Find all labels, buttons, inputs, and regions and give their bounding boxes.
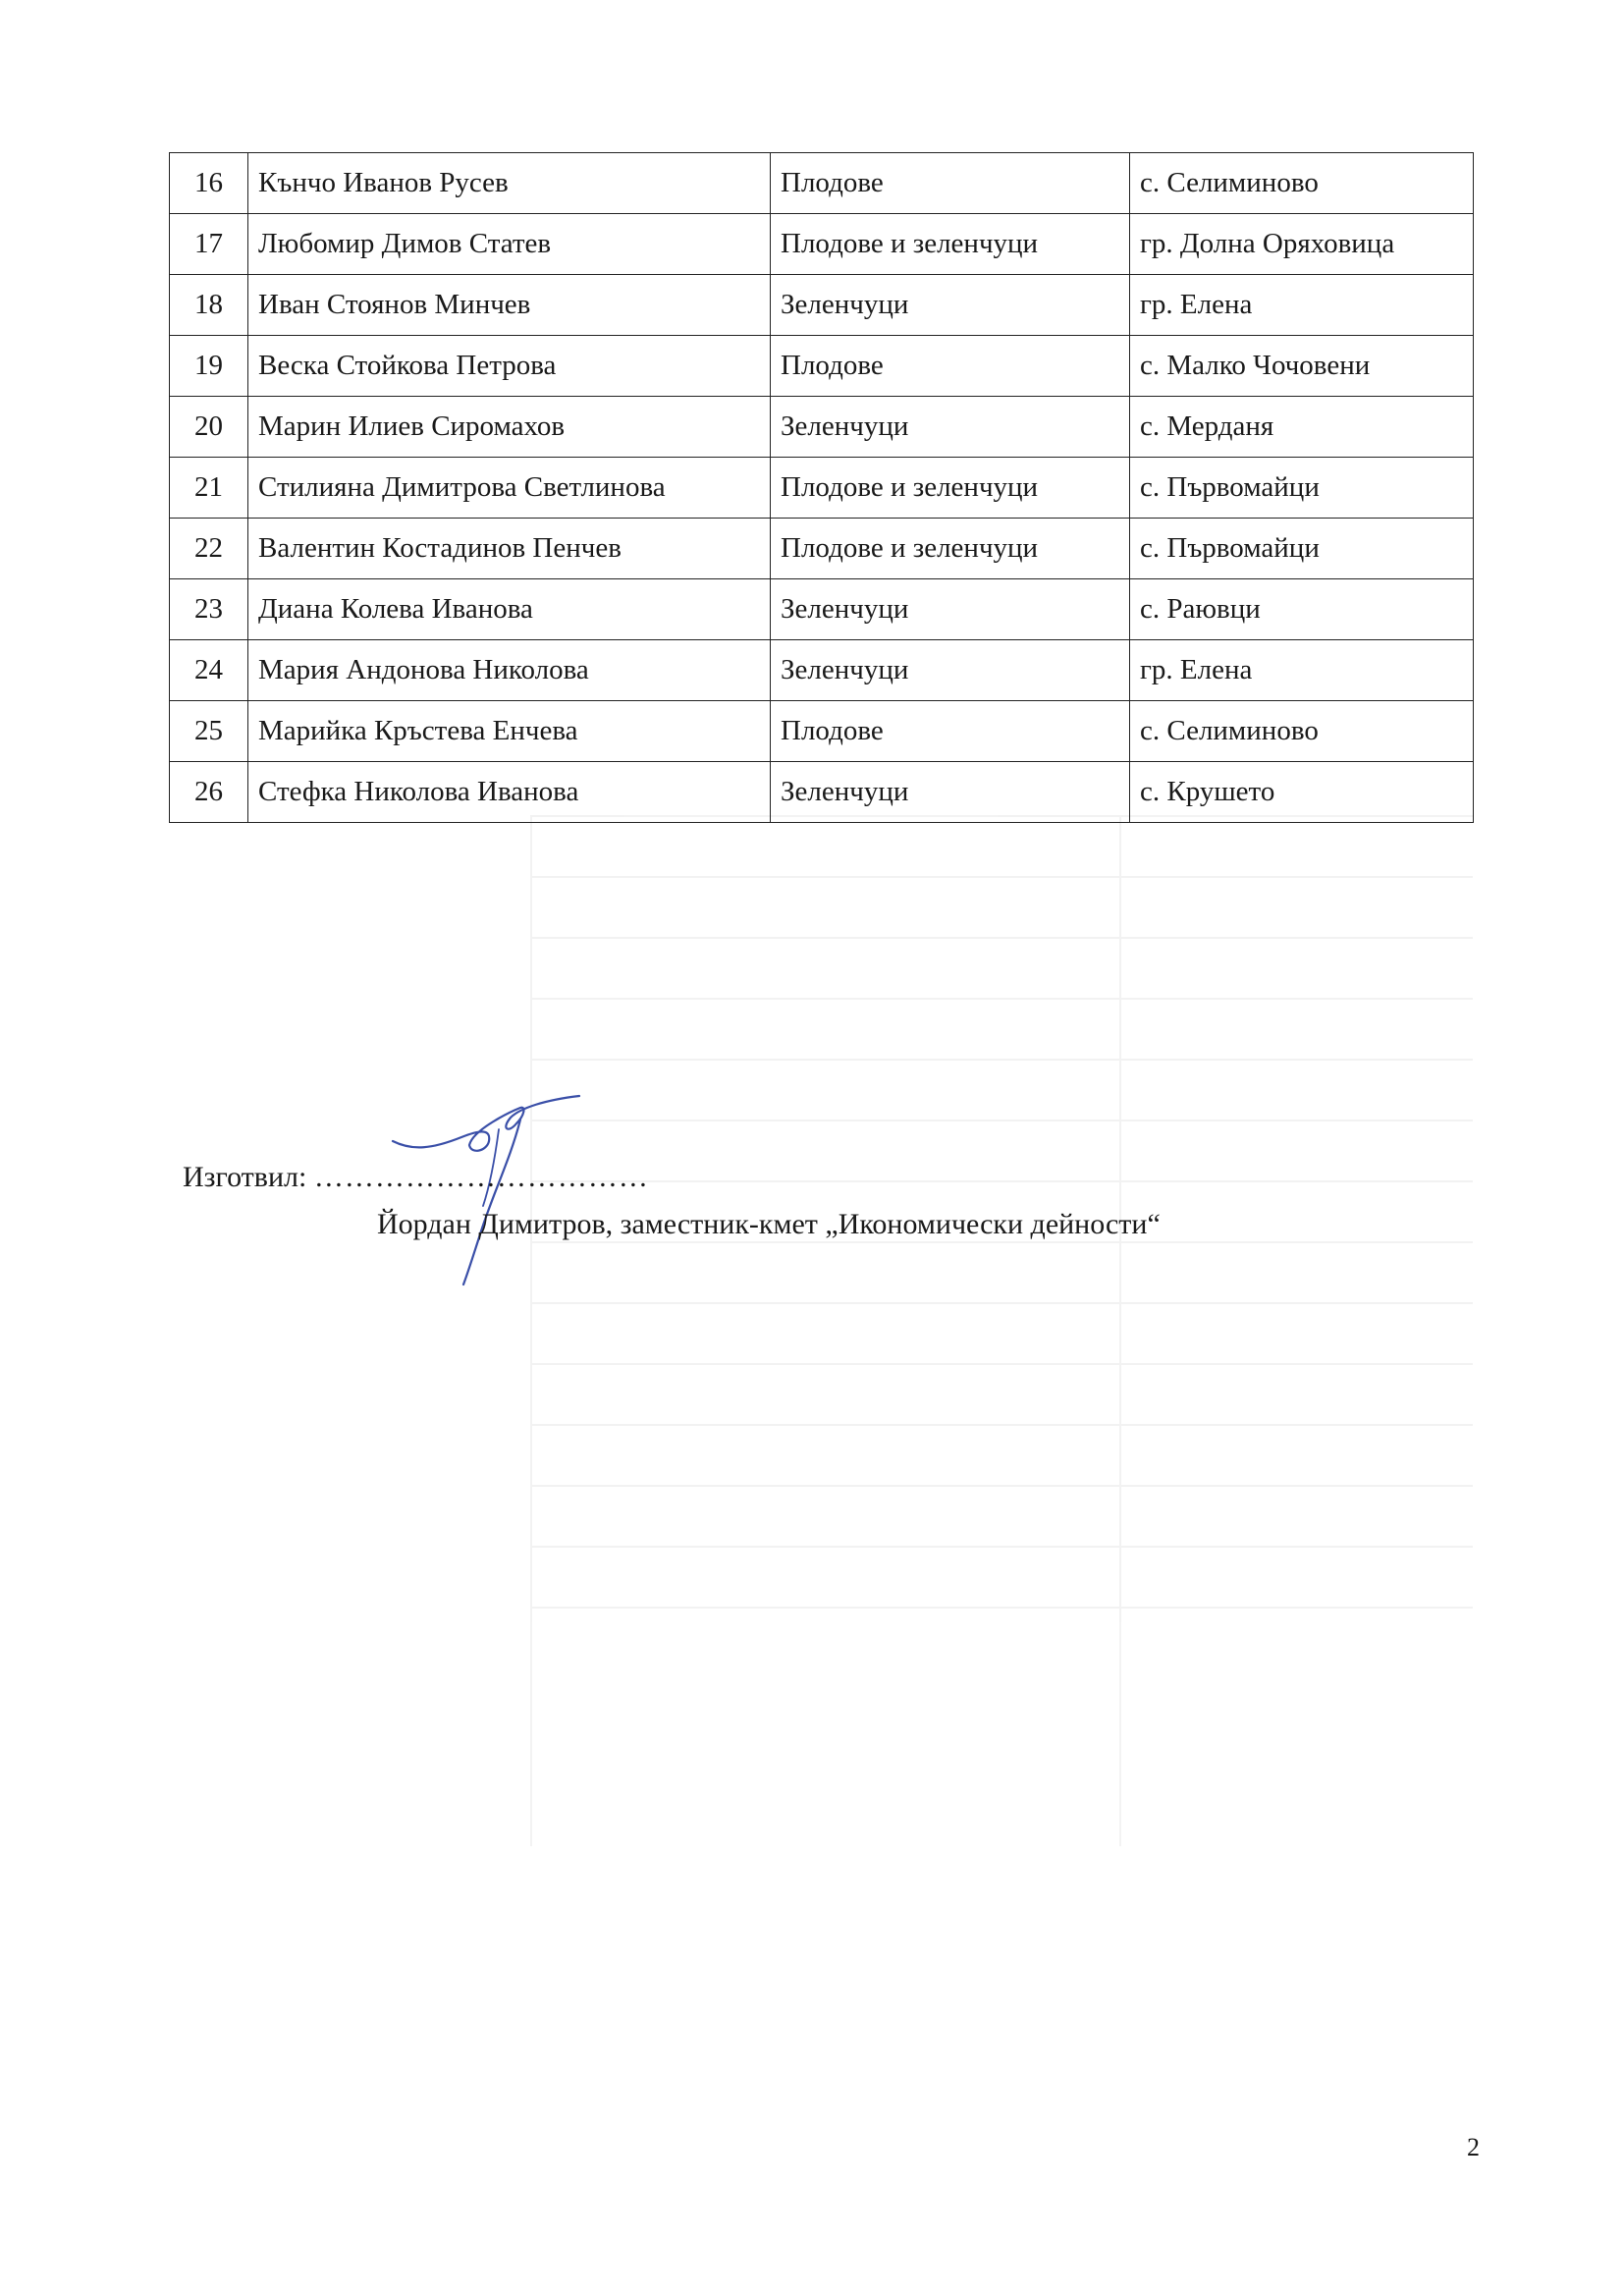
location-cell: с. Крушето — [1130, 762, 1474, 823]
location-cell: с. Първомайци — [1130, 519, 1474, 579]
producer-name-cell: Любомир Димов Статев — [248, 214, 771, 275]
produce-type-cell: Плодове — [771, 153, 1130, 214]
row-number-cell: 23 — [170, 579, 248, 640]
table-row — [170, 458, 1474, 519]
row-number-cell: 20 — [170, 397, 248, 458]
producer-name-cell: Марийка Кръстева Енчева — [248, 701, 771, 762]
producer-name-cell: Кънчо Иванов Русев — [248, 153, 771, 214]
row-number-cell: 25 — [170, 701, 248, 762]
producer-name-cell: Валентин Костадинов Пенчев — [248, 519, 771, 579]
table-row — [170, 397, 1474, 458]
row-number-cell: 17 — [170, 214, 248, 275]
table-row — [170, 214, 1474, 275]
producer-name-cell: Диана Колева Иванова — [248, 579, 771, 640]
row-number-cell: 19 — [170, 336, 248, 397]
page-number: 2 — [1467, 2133, 1480, 2161]
produce-type-cell: Зеленчуци — [771, 579, 1130, 640]
row-number-cell: 24 — [170, 640, 248, 701]
produce-type-cell: Зеленчуци — [771, 640, 1130, 701]
row-number-cell: 22 — [170, 519, 248, 579]
location-cell: с. Първомайци — [1130, 458, 1474, 519]
table-row — [170, 701, 1474, 762]
location-cell: с. Селиминово — [1130, 153, 1474, 214]
table-row — [170, 519, 1474, 579]
produce-type-cell: Плодове и зеленчуци — [771, 458, 1130, 519]
location-cell: гр. Елена — [1130, 640, 1474, 701]
producers-table — [169, 152, 1474, 823]
table-row — [170, 336, 1474, 397]
producer-name-cell: Веска Стойкова Петрова — [248, 336, 771, 397]
produce-type-cell: Плодове — [771, 701, 1130, 762]
producers-table-body — [170, 153, 1474, 823]
produce-type-cell: Зеленчуци — [771, 762, 1130, 823]
producer-name-cell: Иван Стоянов Минчев — [248, 275, 771, 336]
location-cell: с. Мерданя — [1130, 397, 1474, 458]
signer-name-title: Йордан Димитров, заместник-кмет „Икономически дейности“ — [377, 1208, 1161, 1240]
row-number-cell: 16 — [170, 153, 248, 214]
location-cell: с. Малко Чочовени — [1130, 336, 1474, 397]
producer-name-cell: Стилияна Димитрова Светлинова — [248, 458, 771, 519]
bleed-through-shadow — [530, 815, 1473, 1846]
table-row — [170, 640, 1474, 701]
producer-name-cell: Марин Илиев Сиромахов — [248, 397, 771, 458]
row-number-cell: 21 — [170, 458, 248, 519]
location-cell: с. Селиминово — [1130, 701, 1474, 762]
produce-type-cell: Плодове и зеленчуци — [771, 519, 1130, 579]
producer-name-cell: Мария Андонова Николова — [248, 640, 771, 701]
location-cell: гр. Долна Оряховица — [1130, 214, 1474, 275]
produce-type-cell: Зеленчуци — [771, 397, 1130, 458]
table-row — [170, 153, 1474, 214]
producer-name-cell: Стефка Николова Иванова — [248, 762, 771, 823]
table-row — [170, 275, 1474, 336]
prepared-by-line — [183, 1161, 649, 1194]
produce-type-cell: Зеленчуци — [771, 275, 1130, 336]
row-number-cell: 18 — [170, 275, 248, 336]
prepared-by-label: Изготвил: — [183, 1161, 307, 1193]
row-number-cell: 26 — [170, 762, 248, 823]
table-row — [170, 762, 1474, 823]
produce-type-cell: Плодове — [771, 336, 1130, 397]
table-row — [170, 579, 1474, 640]
signature-dots: …………………………… — [313, 1161, 649, 1193]
location-cell: с. Раювци — [1130, 579, 1474, 640]
produce-type-cell: Плодове и зеленчуци — [771, 214, 1130, 275]
location-cell: гр. Елена — [1130, 275, 1474, 336]
